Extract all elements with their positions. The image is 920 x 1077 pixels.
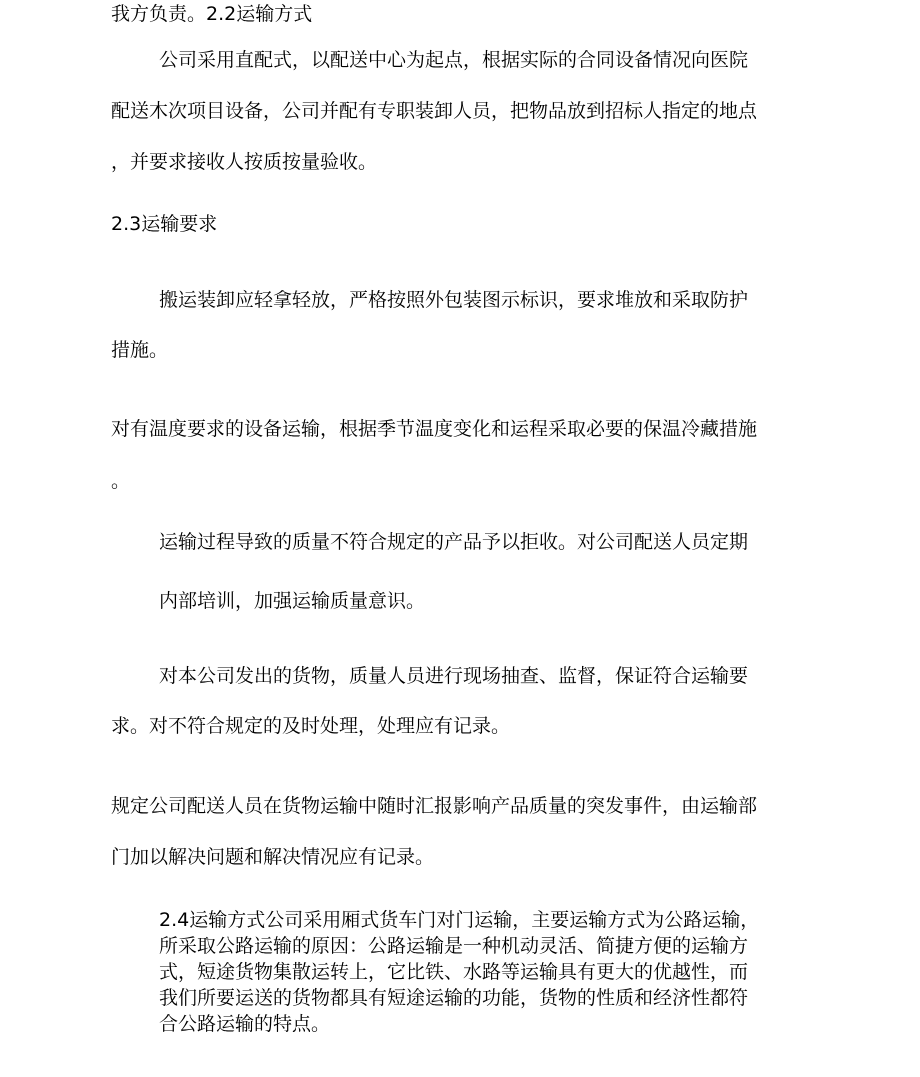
text-line: 运输过程导致的质量不符合规定的产品予以拒收。对公司配送人员定期 (159, 531, 749, 553)
text-line: 我们所要运送的货物都具有短途运输的功能，货物的性质和经济性都符 (159, 987, 749, 1009)
text-line: 。 (111, 470, 131, 492)
text-line: 所采取公路运输的原因：公路运输是一种机动灵活、简捷方便的运输方 (159, 935, 749, 957)
text-line: 合公路运输的特点。 (159, 1013, 331, 1035)
text-line: 配送木次项目设备，公司并配有专职装卸人员，把物品放到招标人指定的地点 (111, 100, 758, 122)
section-heading: 2.3运输要求 (111, 213, 218, 235)
transport-method-paragraph (159, 907, 759, 1037)
text-line: 公司采用直配式，以配送中心为起点，根据实际的合同设备情况向医院 (159, 49, 749, 71)
text-line: 门加以解决问题和解决情况应有记录。 (111, 846, 435, 868)
text-line: ，并要求接收人按质按量验收。 (111, 151, 378, 173)
text-line: 求。对不符合规定的及时处理，处理应有记录。 (111, 715, 511, 737)
text-line: 措施。 (111, 339, 169, 361)
text-line: 规定公司配送人员在货物运输中随时汇报影响产品质量的突发事件，由运输部 (111, 795, 758, 817)
text-line: 内部培训，加强运输质量意识。 (159, 590, 426, 612)
text-line: 我方负责。2.2运输方式 (111, 3, 313, 25)
text-line: 式，短途货物集散运转上，它比铁、水路等运输具有更大的优越性，而 (159, 961, 749, 983)
text-line: 对本公司发出的货物，质量人员进行现场抽查、监督，保证符合运输要 (159, 665, 749, 687)
text-line: 对有温度要求的设备运输，根据季节温度变化和运程采取必要的保温冷藏措施 (111, 418, 758, 440)
text-line: 2.4运输方式公司采用厢式货车门对门运输，主要运输方式为公路运输， (159, 909, 760, 931)
text-line: 搬运装卸应轻拿轻放，严格按照外包装图示标识，要求堆放和采取防护 (159, 289, 749, 311)
